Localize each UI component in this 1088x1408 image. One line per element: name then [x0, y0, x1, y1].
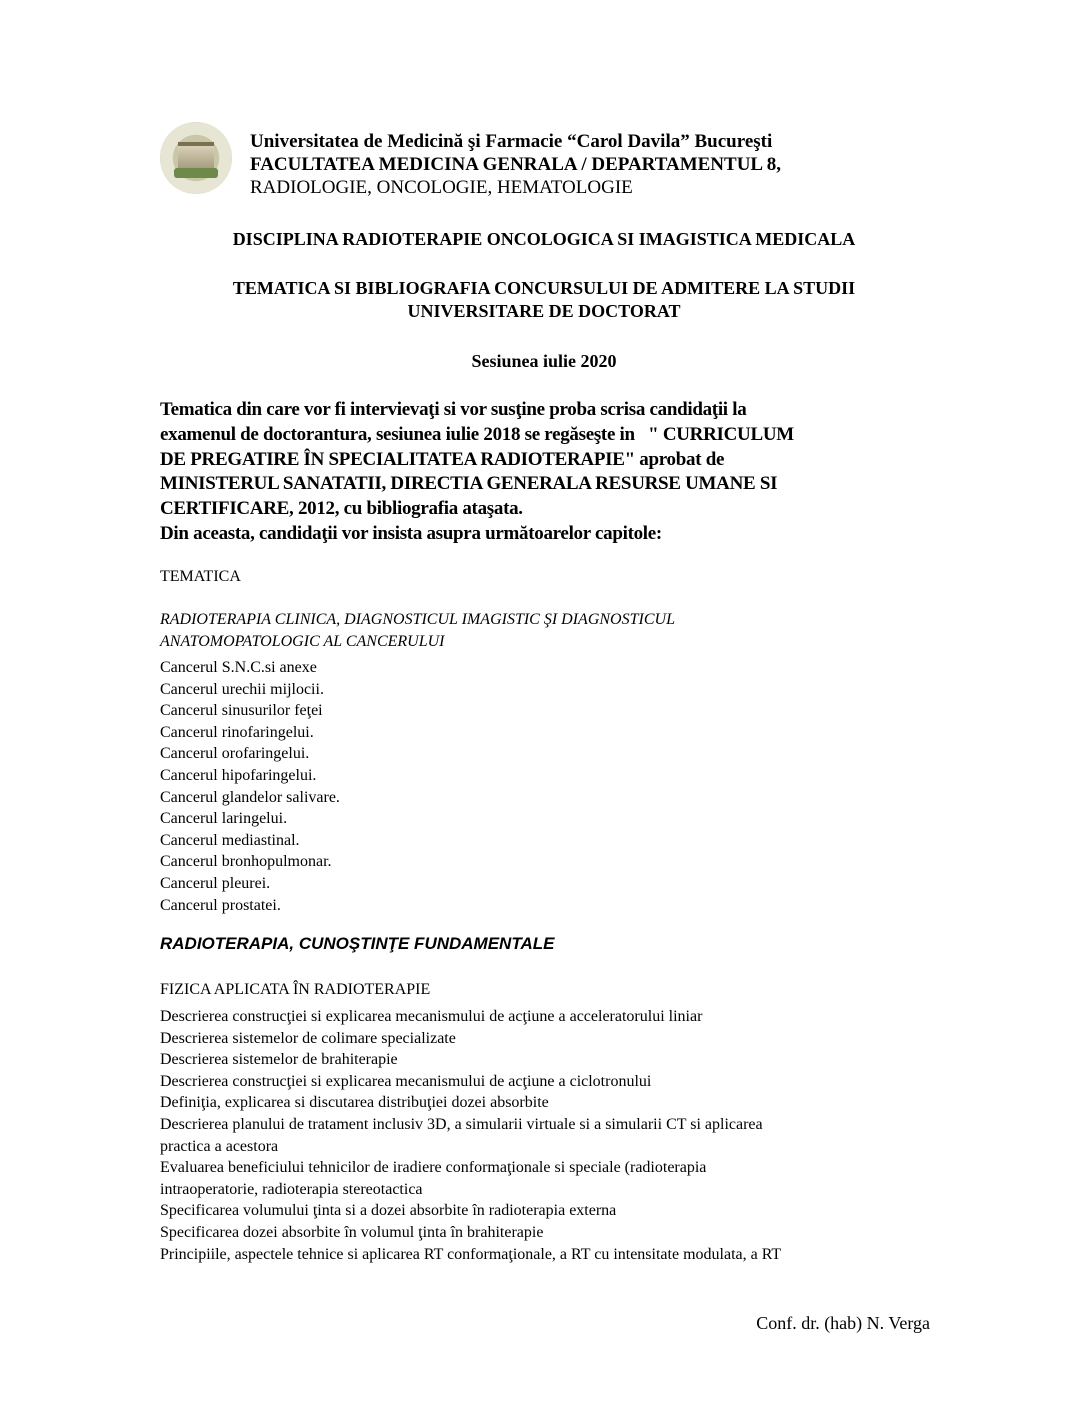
intro-line: DE PREGATIRE ÎN SPECIALITATEA RADIOTERAPIE" aprobat de [160, 448, 725, 470]
list-item: Descrierea sistemelor de brahiterapie [160, 1051, 398, 1069]
section2-subheading: FIZICA APLICATA ÎN RADIOTERAPIE [160, 981, 431, 998]
section2-heading: RADIOTERAPIA, CUNOŞTINŢE FUNDAMENTALE [160, 934, 555, 953]
title-line: UNIVERSITARE DE DOCTORAT [407, 301, 681, 321]
list-item: Specificarea dozei absorbite în volumul ţinta în brahiterapie [160, 1223, 544, 1241]
list-item: Principiile, aspectele tehnice si aplicarea RT conformaţionale, a RT cu intensitate modulata, a RT [160, 1245, 782, 1263]
section2-list [160, 1006, 781, 1265]
discipline-heading: DISCIPLINA RADIOTERAPIE ONCOLOGICA SI IMAGISTICA MEDICALA [232, 229, 856, 249]
list-item: Cancerul bronhopulmonar. [160, 853, 332, 871]
list-item: Cancerul orofaringelui. [160, 745, 310, 763]
intro-line: Din aceasta, candidaţii vor insista asupra următoarelor capitole: [160, 522, 662, 544]
university-logo [160, 122, 232, 194]
intro-line: examenul de doctorantura, sesiunea iulie 2018 se regăseşte in " CURRICULUM [160, 423, 794, 445]
list-item: Cancerul S.N.C.si anexe [160, 659, 317, 676]
list-item: Evaluarea beneficiului tehnicilor de iradiere conformaţionale si speciale (radioterapia [160, 1159, 707, 1177]
list-item: Cancerul prostatei. [160, 896, 281, 914]
list-item: intraoperatorie, radioterapia stereotactica [160, 1180, 423, 1198]
section1-list [160, 657, 340, 916]
faculty-name: FACULTATEA MEDICINA GENRALA / DEPARTAMENTUL 8, [250, 154, 782, 175]
section1-heading [160, 609, 675, 652]
list-item: Cancerul urechii mijlocii. [160, 680, 324, 698]
list-item: Cancerul glandelor salivare. [160, 788, 340, 806]
letterhead [250, 130, 781, 199]
list-item: Cancerul sinusurilor feţei [160, 702, 323, 720]
department-name: RADIOLOGIE, ONCOLOGIE, HEMATOLOGIE [250, 177, 633, 198]
document-title [0, 277, 1088, 323]
list-item: practica a acestora [160, 1137, 279, 1155]
signature: Conf. dr. (hab) N. Verga [756, 1313, 930, 1333]
heading-line: RADIOTERAPIA CLINICA, DIAGNOSTICUL IMAGISTIC ŞI DIAGNOSTICUL [160, 611, 675, 628]
list-item: Definiţia, explicarea si discutarea distribuţiei dozei absorbite [160, 1094, 549, 1112]
intro-line: MINISTERUL SANATATII, DIRECTIA GENERALA RESURSE UMANE SI [160, 473, 778, 495]
intro-line: Tematica din care vor fi intervievaţi si vor susţine proba scrisa candidaţii la [160, 399, 747, 420]
session-label: Sesiunea iulie 2020 [471, 351, 617, 371]
list-item: Descrierea construcţiei si explicarea mecanismului de acţiune a acceleratorului liniar [160, 1008, 703, 1025]
list-item: Cancerul pleurei. [160, 874, 271, 892]
university-name: Universitatea de Medicină şi Farmacie “Carol Davila” Bucureşti [250, 131, 773, 152]
title-line: TEMATICA SI BIBLIOGRAFIA CONCURSULUI DE ADMITERE LA STUDII [232, 278, 856, 298]
list-item: Descrierea construcţiei si explicarea mecanismului de acţiune a ciclotronului [160, 1072, 652, 1090]
list-item: Cancerul hipofaringelui. [160, 766, 317, 784]
intro-paragraph [160, 398, 940, 547]
list-item: Cancerul laringelui. [160, 810, 288, 828]
list-item: Specificarea volumului ţinta si a dozei absorbite în radioterapia externa [160, 1202, 617, 1220]
list-item: Cancerul rinofaringelui. [160, 723, 314, 741]
list-item: Descrierea sistemelor de colimare specializate [160, 1029, 456, 1047]
tematica-label: TEMATICA [160, 568, 241, 585]
intro-line: CERTIFICARE, 2012, cu bibliografia ataşata. [160, 498, 523, 520]
heading-line: ANATOMOPATOLOGIC AL CANCERULUI [160, 632, 445, 650]
list-item: Descrierea planului de tratament inclusiv 3D, a simularii virtuale si a simularii CT si aplicarea [160, 1115, 763, 1133]
list-item: Cancerul mediastinal. [160, 831, 300, 849]
